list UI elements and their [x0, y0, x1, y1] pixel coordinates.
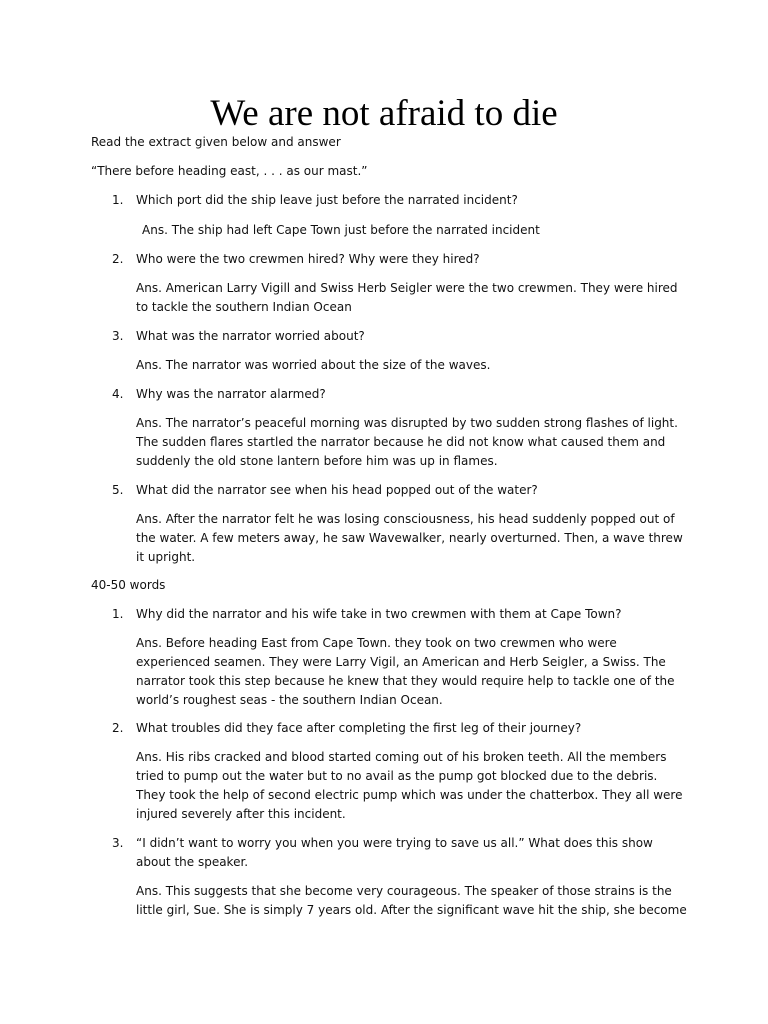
question-number: 3.: [112, 329, 124, 343]
question-text: What troubles did they face after completing the first leg of their journey?: [136, 721, 582, 735]
question-number: 1.: [112, 193, 124, 207]
answer-4: Ans. The narrator’s peaceful morning was disrupted by two sudden strong flashes of light. The sudden flares startled the narrator because he did not know what caused them and suddenly the old stone lantern before him was up in flames.: [136, 416, 678, 468]
section-heading: 40-50 words: [91, 578, 166, 592]
question-number: 3.: [112, 836, 124, 850]
long-answer-2: Ans. His ribs cracked and blood started coming out of his broken teeth. All the members tried to pump out the water but to no avail as the pump got blocked due to the debris. They took the help of second electric pump which was under the chatterbox. They all were injured severely after this incident.: [136, 750, 683, 821]
question-2: [112, 250, 692, 269]
answer-5: Ans. After the narrator felt he was losing consciousness, his head suddenly popped out of the water. A few meters away, he saw Wavewalker, nearly overturned. Then, a wave threw it upright.: [136, 512, 683, 564]
question-text: What was the narrator worried about?: [136, 329, 365, 343]
long-question-3: [112, 834, 692, 872]
question-number: 4.: [112, 387, 124, 401]
long-question-1: [112, 605, 692, 624]
question-text: What did the narrator see when his head popped out of the water?: [136, 483, 538, 497]
instructions-text: Read the extract given below and answer: [91, 135, 341, 149]
page-title: We are not afraid to die: [210, 93, 558, 134]
question-number: 1.: [112, 607, 124, 621]
question-3: [112, 327, 692, 346]
question-text: Which port did the ship leave just before the narrated incident?: [136, 193, 518, 207]
question-1: [112, 191, 692, 210]
question-text: Why was the narrator alarmed?: [136, 387, 326, 401]
question-text: “I didn’t want to worry you when you were trying to save us all.” What does this show about the speaker.: [136, 836, 653, 869]
answer-1: Ans. The ship had left Cape Town just before the narrated incident: [142, 223, 540, 237]
long-question-2: [112, 719, 692, 738]
question-5: [112, 481, 692, 500]
question-text: Who were the two crewmen hired? Why were they hired?: [136, 252, 480, 266]
answer-3: Ans. The narrator was worried about the size of the waves.: [136, 358, 491, 372]
long-answer-1: Ans. Before heading East from Cape Town. they took on two crewmen who were experienced seamen. They were Larry Vigil, an American and Herb Seigler, a Swiss. The narrator took this step because he knew that they would require help to tackle one of the world’s roughest seas - the southern Indian Ocean.: [136, 636, 675, 707]
question-number: 2.: [112, 721, 124, 735]
long-answer-3: Ans. This suggests that she become very courageous. The speaker of those strains is the little girl, Sue. She is simply 7 years old. After the significant wave hit the ship, she become: [136, 884, 687, 917]
extract-quote: “There before heading east, . . . as our mast.”: [91, 164, 368, 178]
question-4: [112, 385, 692, 404]
answer-2: Ans. American Larry Vigill and Swiss Herb Seigler were the two crewmen. They were hired to tackle the southern Indian Ocean: [136, 281, 678, 314]
question-number: 5.: [112, 483, 124, 497]
question-number: 2.: [112, 252, 124, 266]
question-text: Why did the narrator and his wife take in two crewmen with them at Cape Town?: [136, 607, 622, 621]
